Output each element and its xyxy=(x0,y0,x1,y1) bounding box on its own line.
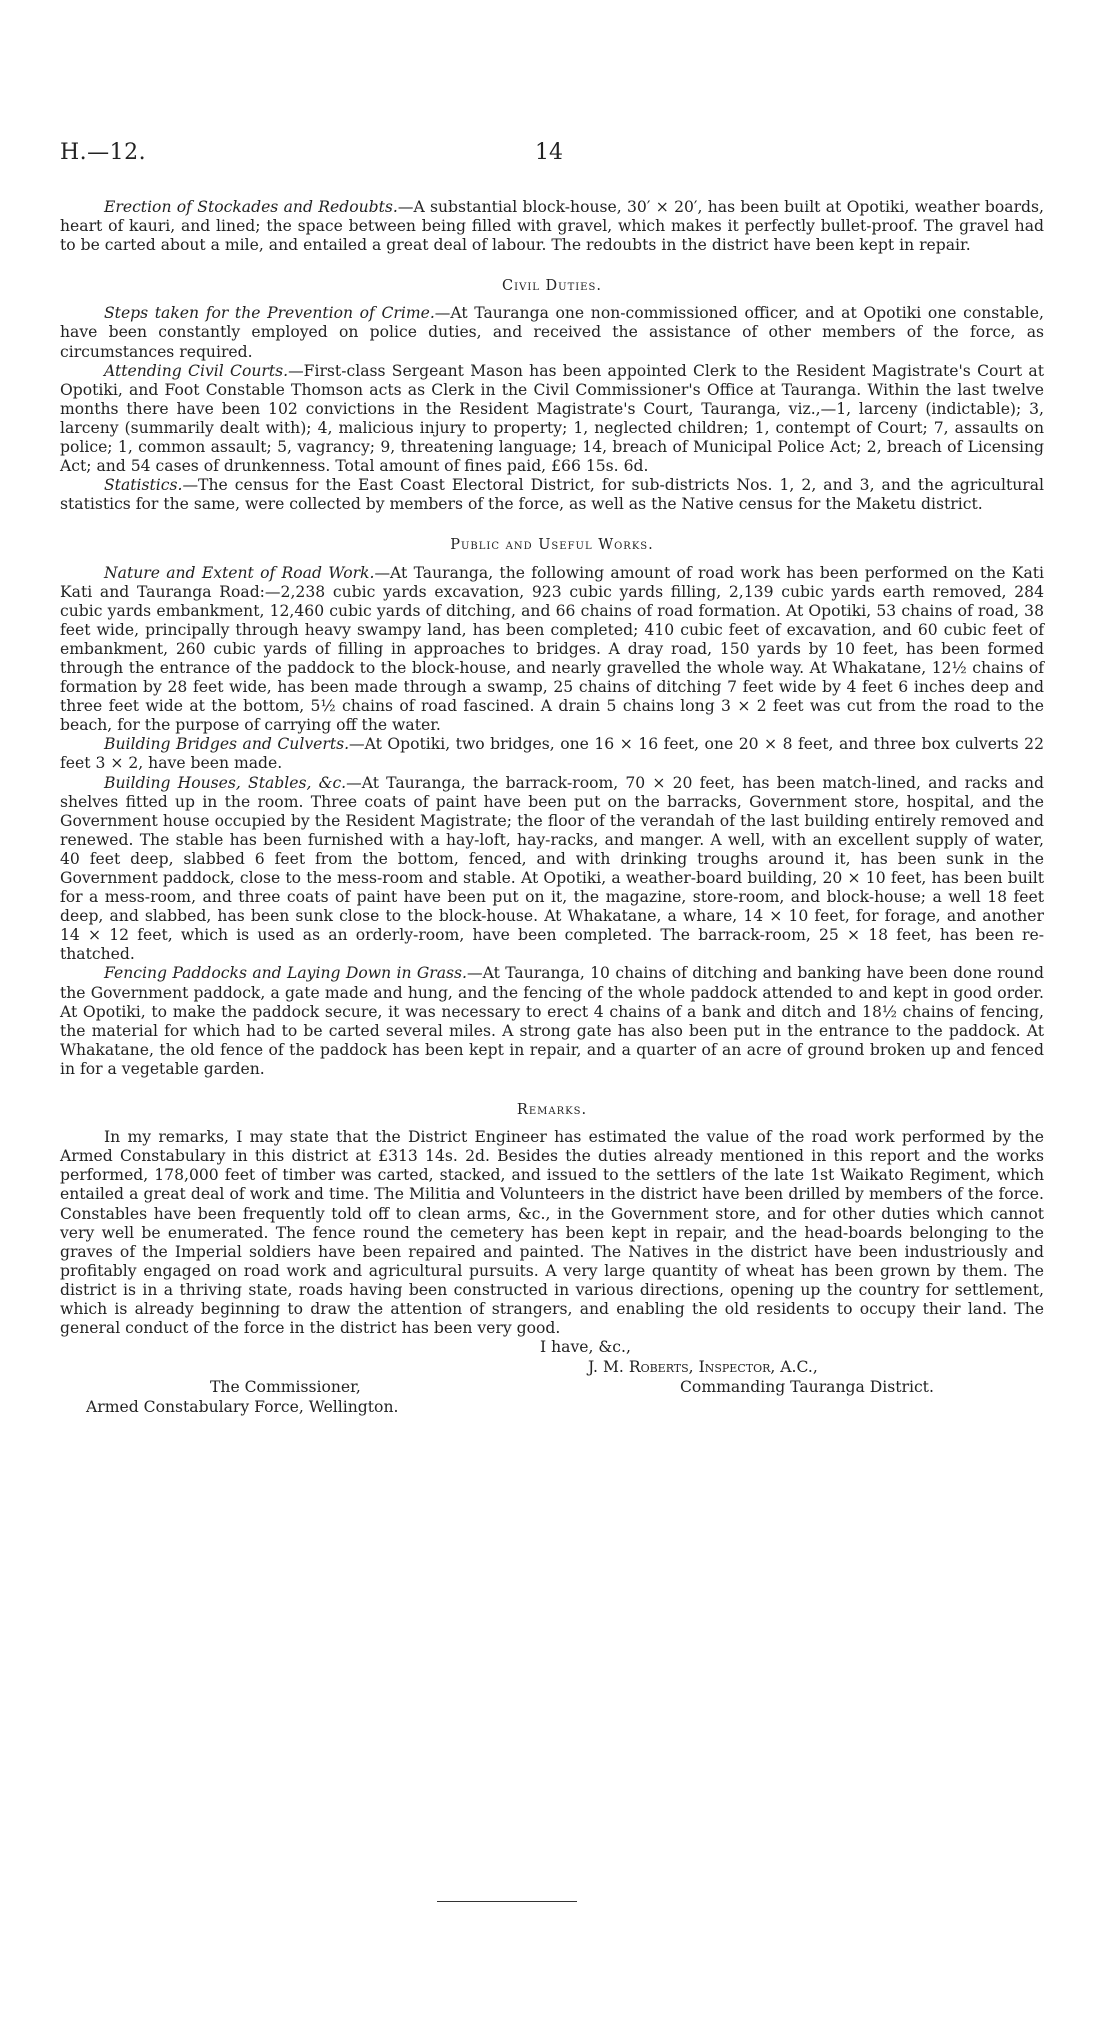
paragraph-text: —At Tauranga, the barrack-room, 70 × 20 feet, has been match-lined, and racks and shelves fitted up in the room. Three coats of paint have been put on the barracks, Government store, hospital, and the Government house occupied by the Resident Magistrate; the floor of the verandah of the last building entirely removed and renewed. The stable has been furnished with a hay-loft, hay-racks, and manger. A well, with an excellent supply of water, 40 feet deep, slabbed 6 feet from the bottom, fenced, and with drinking troughs around it, has been sunk in the Government paddock, close to the mess-room and stable. At Opotiki, a weather-board building, 20 × 10 feet, has been built for a mess-room, and three coats of paint have been put on it, the magazine, store-room, and block-house; a well 18 feet deep, and slabbed, has been sunk close to the block-house. At Whakatane, a whare, 14 × 10 feet, for forage, and another 14 × 12 feet, which is used as an orderly-room, have been completed. The barrack-room, 25 × 18 feet, has been re-thatched. xyxy=(60,773,1044,964)
paragraph-text: —First-class Sergeant Mason has been appointed Clerk to the Resident Magistrate's Court at Opotiki, and Foot Constable Thomson acts as Clerk in the Civil Commissioner's Office at Tauranga. Within the last twelve months there have been 102 convictions in the Resident Magistrate's Court, Tauranga, viz.,—1, larceny (indictable); 3, larceny (summarily dealt with); 4, malicious injury to property; 1, neglected children; 1, contempt of Court; 7, assaults on police; 1, common assault; 5, vagrancy; 9, threatening language; 14, breach of Municipal Police Act; 2, breach of Licensing Act; and 54 cases of drunkenness. Total amount of fines paid, £66 15s. 6d. xyxy=(60,361,1044,476)
paragraph-bridges xyxy=(60,735,1044,773)
paragraph-title: Steps taken for the Prevention of Crime. xyxy=(104,304,435,323)
paragraph-title: Fencing Paddocks and Laying Down in Grass. xyxy=(104,964,468,983)
paragraph-houses-stables xyxy=(60,774,1044,965)
paragraph-remarks: In my remarks, I may state that the District Engineer has estimated the value of the road work performed by the Armed Constabulary in this district at £313 14s. 2d. Besides the duties already mentioned in this report and the works performed, 178,000 feet of timber was carted, stacked, and issued to the settlers of the late 1st Waikato Regiment, which entailed a great deal of work and time. The Militia and Volunteers in the district have been drilled by members of the force. Constables have been frequently told off to clean arms, &c., in the Government store, and for other duties which cannot very well be enumerated. The fence round the cemetery has been kept in repair, and the head-boards belonging to the graves of the Imperial soldiers have been repaired and painted. The Natives in the district have been industriously and profitably engaged on road work and agricultural pursuits. A very large quantity of wheat has been grown by them. The district is in a thriving state, roads having been constructed in various directions, opening up the country for settlement, which is already beginning to draw the attention of strangers, and enabling the old residents to occupy their land. The general conduct of the force in the district has been very good. xyxy=(60,1128,1044,1338)
closing-salutation: I have, &c., xyxy=(540,1338,631,1357)
paragraph-text: —A substantial block-house, 30′ × 20′, has been built at Opotiki, weather boards, heart of kauri, and lined; the space between being filled with gravel, which makes it perfectly bullet-proof. The gravel had to be carted about a mile, and entailed a great deal of labour. The redoubts in the district have been kept in repair. xyxy=(60,198,1044,255)
paragraph-civil-courts xyxy=(60,362,1044,477)
section-heading-remarks: Remarks. xyxy=(516,1102,588,1119)
paragraph-text: —The census for the East Coast Electoral District, for sub-districts Nos. 1, 2, and 3, and the agricultural statistics for the same, were collected by members of the force, as well as the Native census for the Maketu district. xyxy=(60,476,1044,514)
addressee-location: Armed Constabulary Force, Wellington. xyxy=(86,1398,399,1417)
signature: J. M. Roberts, Inspector, A.C., xyxy=(588,1358,818,1377)
paragraph-road-work xyxy=(60,564,1044,736)
page-number: 14 xyxy=(535,140,563,165)
addressee-title: The Commissioner, xyxy=(210,1378,361,1397)
paragraph-text: —At Opotiki, two bridges, one 16 × 16 feet, one 20 × 8 feet, and three box culverts 22 feet 3 × 2, have been made. xyxy=(60,735,1044,773)
section-heading-public-works: Public and Useful Works. xyxy=(450,537,654,554)
closing-block xyxy=(60,1338,1044,1434)
signatory-command: Commanding Tauranga District. xyxy=(680,1378,934,1397)
paragraph-title: Building Houses, Stables, &c. xyxy=(104,773,347,792)
paragraph-text: —At Tauranga, 10 chains of ditching and banking have been done round the Government paddock, a gate made and hung, and the fencing of the whole paddock attended to and kept in good order. At Opotiki, to make the paddock secure, it was necessary to erect 4 chains of a bank and ditch and 18½ chains of fencing, the material for which had to be carted several miles. A strong gate has also been put in the entrance to the paddock. At Whakatane, the old fence of the paddock has been kept in repair, and a quarter of an acre of ground broken up and fenced in for a vegetable garden. xyxy=(60,964,1044,1078)
paragraph-title: Building Bridges and Culverts. xyxy=(104,735,350,754)
paragraph-fencing xyxy=(60,964,1044,1079)
end-rule xyxy=(437,1901,577,1902)
paragraph-statistics xyxy=(60,476,1044,514)
document-reference: H.—12. xyxy=(60,140,147,165)
paragraph-title: Attending Civil Courts. xyxy=(104,361,289,380)
section-heading-civil-duties: Civil Duties. xyxy=(502,278,602,295)
paragraph-stockades xyxy=(60,198,1044,255)
paragraph-text: —At Tauranga one non-commissioned officer, and at Opotiki one constable, have been constantly employed on police duties, and received the assistance of other members of the force, as circumstances required. xyxy=(60,304,1044,361)
paragraph-title: Nature and Extent of Road Work. xyxy=(104,563,375,582)
paragraph-title: Statistics. xyxy=(104,476,183,495)
paragraph-text: —At Tauranga, the following amount of road work has been performed on the Kati Kati and Tauranga Road:—2,238 cubic yards excavation, 923 cubic yards filling, 2,139 cubic yards earth removed, 284 cubic yards embankment, 12,460 cubic yards of ditching, and 66 chains of road formation. At Opotiki, 53 chains of road, 38 feet wide, principally through heavy swampy land, has been completed; 410 cubic feet of excavation, and 60 cubic feet of embankment, 260 cubic yards of filling in approaches to bridges. A dray road, 150 yards by 10 feet, has been formed through the entrance of the paddock to the block-house, and nearly gravelled the whole way. At Whakatane, 12½ chains of formation by 28 feet wide, has been made through a swamp, 25 chains of ditching 7 feet wide by 4 feet 6 inches deep and three feet wide at the bottom, 5½ chains of road fascined. A drain 5 chains long 3 × 2 feet was cut from the road to the beach, for the purpose of carrying off the water. xyxy=(60,563,1044,735)
paragraph-title: Erection of Stockades and Redoubts. xyxy=(104,198,398,216)
paragraph-prevention-of-crime xyxy=(60,304,1044,361)
document-body xyxy=(60,198,1044,1434)
